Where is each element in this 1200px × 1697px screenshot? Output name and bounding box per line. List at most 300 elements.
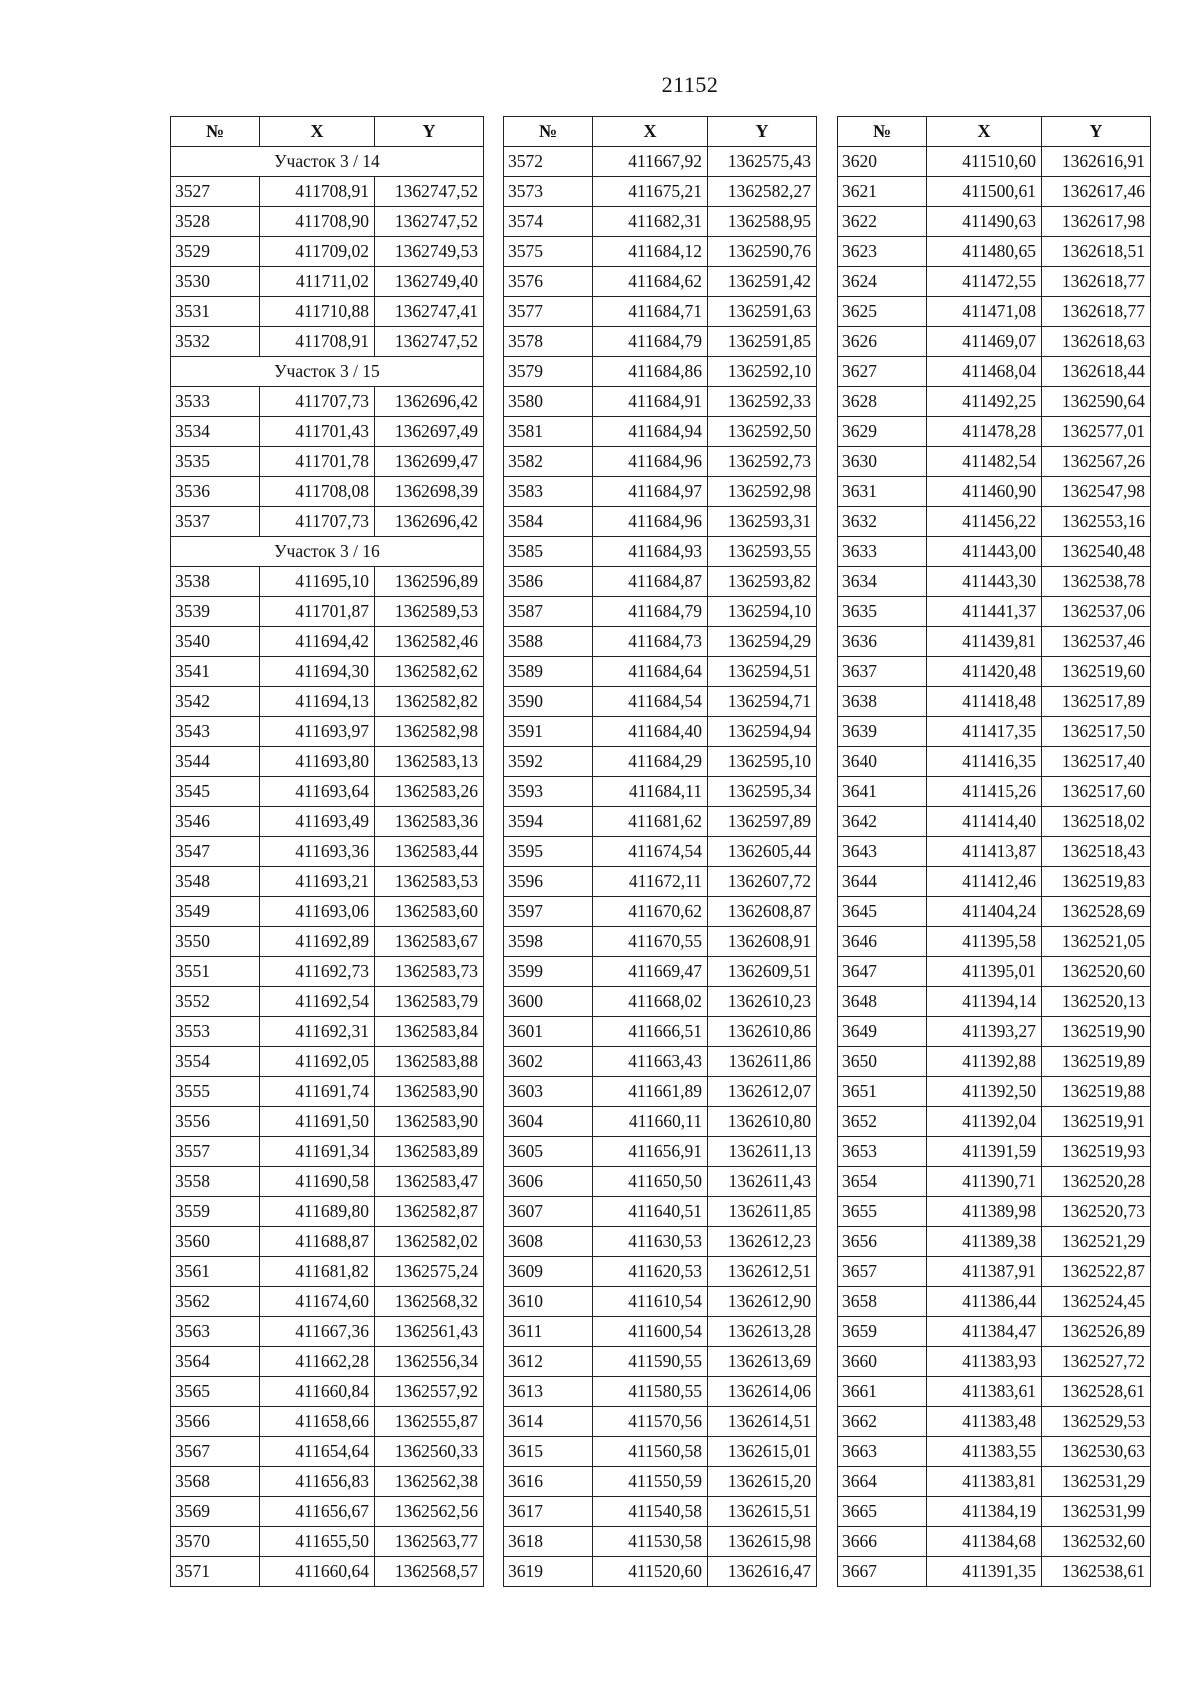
table-row (838, 1377, 1151, 1407)
point-number: 3585 (504, 537, 593, 567)
x-coordinate: 411383,61 (927, 1377, 1042, 1407)
y-coordinate: 1362618,51 (1042, 237, 1151, 267)
table-row (504, 1167, 817, 1197)
x-coordinate: 411693,06 (260, 897, 375, 927)
point-number: 3627 (838, 357, 927, 387)
y-coordinate: 1362747,41 (375, 297, 484, 327)
x-coordinate: 411707,73 (260, 387, 375, 417)
point-number: 3549 (171, 897, 260, 927)
table-row (504, 807, 817, 837)
table-row (504, 1017, 817, 1047)
point-number: 3530 (171, 267, 260, 297)
x-coordinate: 411666,51 (593, 1017, 708, 1047)
y-coordinate: 1362610,80 (708, 1107, 817, 1137)
point-number: 3655 (838, 1197, 927, 1227)
point-number: 3577 (504, 297, 593, 327)
y-coordinate: 1362590,76 (708, 237, 817, 267)
table-row (171, 1527, 484, 1557)
x-coordinate: 411413,87 (927, 837, 1042, 867)
point-number: 3574 (504, 207, 593, 237)
x-coordinate: 411658,66 (260, 1407, 375, 1437)
point-number: 3592 (504, 747, 593, 777)
x-coordinate: 411693,36 (260, 837, 375, 867)
table-row (838, 567, 1151, 597)
point-number: 3623 (838, 237, 927, 267)
y-coordinate: 1362553,16 (1042, 507, 1151, 537)
y-coordinate: 1362519,60 (1042, 657, 1151, 687)
y-coordinate: 1362560,33 (375, 1437, 484, 1467)
header-number: № (504, 117, 593, 147)
y-coordinate: 1362612,23 (708, 1227, 817, 1257)
y-coordinate: 1362583,84 (375, 1017, 484, 1047)
y-coordinate: 1362591,42 (708, 267, 817, 297)
x-coordinate: 411693,49 (260, 807, 375, 837)
x-coordinate: 411443,30 (927, 567, 1042, 597)
x-coordinate: 411689,80 (260, 1197, 375, 1227)
point-number: 3619 (504, 1557, 593, 1587)
x-coordinate: 411684,64 (593, 657, 708, 687)
x-coordinate: 411694,42 (260, 627, 375, 657)
x-coordinate: 411656,83 (260, 1467, 375, 1497)
table-row (171, 687, 484, 717)
x-coordinate: 411478,28 (927, 417, 1042, 447)
point-number: 3605 (504, 1137, 593, 1167)
x-coordinate: 411384,68 (927, 1527, 1042, 1557)
x-coordinate: 411684,11 (593, 777, 708, 807)
x-coordinate: 411530,58 (593, 1527, 708, 1557)
x-coordinate: 411692,73 (260, 957, 375, 987)
table-row (171, 1467, 484, 1497)
x-coordinate: 411656,91 (593, 1137, 708, 1167)
table-row (838, 597, 1151, 627)
y-coordinate: 1362618,44 (1042, 357, 1151, 387)
y-coordinate: 1362615,01 (708, 1437, 817, 1467)
point-number: 3641 (838, 777, 927, 807)
x-coordinate: 411688,87 (260, 1227, 375, 1257)
point-number: 3630 (838, 447, 927, 477)
y-coordinate: 1362615,51 (708, 1497, 817, 1527)
table-row (504, 507, 817, 537)
point-number: 3582 (504, 447, 593, 477)
y-coordinate: 1362526,89 (1042, 1317, 1151, 1347)
table-row (171, 867, 484, 897)
y-coordinate: 1362610,23 (708, 987, 817, 1017)
y-coordinate: 1362594,71 (708, 687, 817, 717)
table-row (838, 1167, 1151, 1197)
y-coordinate: 1362749,40 (375, 267, 484, 297)
section-title: Участок 3 / 15 (171, 357, 484, 387)
y-coordinate: 1362521,05 (1042, 927, 1151, 957)
y-coordinate: 1362699,47 (375, 447, 484, 477)
x-coordinate: 411684,54 (593, 687, 708, 717)
y-coordinate: 1362607,72 (708, 867, 817, 897)
x-coordinate: 411684,71 (593, 297, 708, 327)
y-coordinate: 1362562,56 (375, 1497, 484, 1527)
x-coordinate: 411389,38 (927, 1227, 1042, 1257)
point-number: 3550 (171, 927, 260, 957)
table-row (171, 1167, 484, 1197)
point-number: 3589 (504, 657, 593, 687)
x-coordinate: 411456,22 (927, 507, 1042, 537)
y-coordinate: 1362537,06 (1042, 597, 1151, 627)
point-number: 3557 (171, 1137, 260, 1167)
x-coordinate: 411694,13 (260, 687, 375, 717)
y-coordinate: 1362611,86 (708, 1047, 817, 1077)
point-number: 3569 (171, 1497, 260, 1527)
point-number: 3610 (504, 1287, 593, 1317)
x-coordinate: 411701,78 (260, 447, 375, 477)
y-coordinate: 1362583,26 (375, 777, 484, 807)
table-row (171, 477, 484, 507)
y-coordinate: 1362528,61 (1042, 1377, 1151, 1407)
x-coordinate: 411708,91 (260, 177, 375, 207)
x-coordinate: 411550,59 (593, 1467, 708, 1497)
x-coordinate: 411600,54 (593, 1317, 708, 1347)
table-row (838, 957, 1151, 987)
table-row (171, 1497, 484, 1527)
table-row (504, 1407, 817, 1437)
header-number: № (838, 117, 927, 147)
x-coordinate: 411393,27 (927, 1017, 1042, 1047)
y-coordinate: 1362568,57 (375, 1557, 484, 1587)
table-row (171, 927, 484, 957)
table-row (504, 417, 817, 447)
y-coordinate: 1362520,60 (1042, 957, 1151, 987)
y-coordinate: 1362524,45 (1042, 1287, 1151, 1317)
table-row (838, 177, 1151, 207)
y-coordinate: 1362594,29 (708, 627, 817, 657)
point-number: 3637 (838, 657, 927, 687)
x-coordinate: 411710,88 (260, 297, 375, 327)
point-number: 3635 (838, 597, 927, 627)
y-coordinate: 1362575,43 (708, 147, 817, 177)
x-coordinate: 411610,54 (593, 1287, 708, 1317)
point-number: 3572 (504, 147, 593, 177)
x-coordinate: 411684,29 (593, 747, 708, 777)
y-coordinate: 1362616,91 (1042, 147, 1151, 177)
x-coordinate: 411416,35 (927, 747, 1042, 777)
point-number: 3640 (838, 747, 927, 777)
table-row (504, 1557, 817, 1587)
point-number: 3631 (838, 477, 927, 507)
table-row (171, 1287, 484, 1317)
point-number: 3666 (838, 1527, 927, 1557)
x-coordinate: 411684,91 (593, 387, 708, 417)
x-coordinate: 411694,30 (260, 657, 375, 687)
x-coordinate: 411391,59 (927, 1137, 1042, 1167)
table-row (838, 927, 1151, 957)
table-row (171, 1107, 484, 1137)
x-coordinate: 411392,88 (927, 1047, 1042, 1077)
y-coordinate: 1362618,63 (1042, 327, 1151, 357)
point-number: 3667 (838, 1557, 927, 1587)
point-number: 3576 (504, 267, 593, 297)
x-coordinate: 411684,73 (593, 627, 708, 657)
point-number: 3613 (504, 1377, 593, 1407)
point-number: 3555 (171, 1077, 260, 1107)
point-number: 3624 (838, 267, 927, 297)
table-row (171, 1377, 484, 1407)
table-row (171, 1137, 484, 1167)
x-coordinate: 411692,31 (260, 1017, 375, 1047)
y-coordinate: 1362583,88 (375, 1047, 484, 1077)
y-coordinate: 1362582,98 (375, 717, 484, 747)
y-coordinate: 1362538,61 (1042, 1557, 1151, 1587)
x-coordinate: 411540,58 (593, 1497, 708, 1527)
point-number: 3537 (171, 507, 260, 537)
table-row (171, 387, 484, 417)
x-coordinate: 411684,79 (593, 327, 708, 357)
table-row (171, 897, 484, 927)
point-number: 3638 (838, 687, 927, 717)
x-coordinate: 411701,87 (260, 597, 375, 627)
y-coordinate: 1362575,24 (375, 1257, 484, 1287)
point-number: 3563 (171, 1317, 260, 1347)
point-number: 3622 (838, 207, 927, 237)
table-row (504, 987, 817, 1017)
y-coordinate: 1362519,89 (1042, 1047, 1151, 1077)
y-coordinate: 1362593,31 (708, 507, 817, 537)
table-row (504, 1197, 817, 1227)
point-number: 3656 (838, 1227, 927, 1257)
point-number: 3645 (838, 897, 927, 927)
table-row (171, 987, 484, 1017)
y-coordinate: 1362696,42 (375, 387, 484, 417)
point-number: 3587 (504, 597, 593, 627)
x-coordinate: 411384,19 (927, 1497, 1042, 1527)
table-row (838, 297, 1151, 327)
x-coordinate: 411590,55 (593, 1347, 708, 1377)
y-coordinate: 1362583,89 (375, 1137, 484, 1167)
section-row (171, 537, 484, 567)
table-row (504, 717, 817, 747)
x-coordinate: 411417,35 (927, 717, 1042, 747)
x-coordinate: 411392,04 (927, 1107, 1042, 1137)
x-coordinate: 411389,98 (927, 1197, 1042, 1227)
table-row (504, 357, 817, 387)
x-coordinate: 411510,60 (927, 147, 1042, 177)
point-number: 3615 (504, 1437, 593, 1467)
y-coordinate: 1362583,90 (375, 1077, 484, 1107)
point-number: 3568 (171, 1467, 260, 1497)
x-coordinate: 411692,89 (260, 927, 375, 957)
x-coordinate: 411663,43 (593, 1047, 708, 1077)
point-number: 3558 (171, 1167, 260, 1197)
point-number: 3580 (504, 387, 593, 417)
table-row (504, 777, 817, 807)
x-coordinate: 411383,93 (927, 1347, 1042, 1377)
header-y: Y (1042, 117, 1151, 147)
y-coordinate: 1362518,02 (1042, 807, 1151, 837)
x-coordinate: 411708,08 (260, 477, 375, 507)
table-row (504, 1317, 817, 1347)
point-number: 3571 (171, 1557, 260, 1587)
y-coordinate: 1362519,91 (1042, 1107, 1151, 1137)
x-coordinate: 411520,60 (593, 1557, 708, 1587)
table-row (504, 567, 817, 597)
point-number: 3600 (504, 987, 593, 1017)
point-number: 3579 (504, 357, 593, 387)
x-coordinate: 411560,58 (593, 1437, 708, 1467)
point-number: 3595 (504, 837, 593, 867)
point-number: 3566 (171, 1407, 260, 1437)
table-row (504, 147, 817, 177)
x-coordinate: 411480,65 (927, 237, 1042, 267)
table-row (504, 447, 817, 477)
x-coordinate: 411684,96 (593, 447, 708, 477)
section-row (171, 147, 484, 177)
table-row (504, 1227, 817, 1257)
point-number: 3620 (838, 147, 927, 177)
table-row (838, 1287, 1151, 1317)
table-row (838, 207, 1151, 237)
y-coordinate: 1362618,77 (1042, 297, 1151, 327)
point-number: 3648 (838, 987, 927, 1017)
point-number: 3527 (171, 177, 260, 207)
y-coordinate: 1362577,01 (1042, 417, 1151, 447)
y-coordinate: 1362594,10 (708, 597, 817, 627)
x-coordinate: 411709,02 (260, 237, 375, 267)
y-coordinate: 1362547,98 (1042, 477, 1151, 507)
x-coordinate: 411468,04 (927, 357, 1042, 387)
point-number: 3650 (838, 1047, 927, 1077)
table-row (504, 1467, 817, 1497)
y-coordinate: 1362747,52 (375, 177, 484, 207)
point-number: 3642 (838, 807, 927, 837)
point-number: 3548 (171, 867, 260, 897)
point-number: 3553 (171, 1017, 260, 1047)
point-number: 3529 (171, 237, 260, 267)
y-coordinate: 1362520,28 (1042, 1167, 1151, 1197)
y-coordinate: 1362538,78 (1042, 567, 1151, 597)
table-row (838, 1467, 1151, 1497)
x-coordinate: 411383,48 (927, 1407, 1042, 1437)
table-row (838, 477, 1151, 507)
x-coordinate: 411667,92 (593, 147, 708, 177)
table-row (504, 927, 817, 957)
point-number: 3598 (504, 927, 593, 957)
point-number: 3535 (171, 447, 260, 477)
x-coordinate: 411695,10 (260, 567, 375, 597)
x-coordinate: 411460,90 (927, 477, 1042, 507)
x-coordinate: 411640,51 (593, 1197, 708, 1227)
point-number: 3567 (171, 1437, 260, 1467)
point-number: 3599 (504, 957, 593, 987)
table-row (504, 837, 817, 867)
table-row (171, 1347, 484, 1377)
y-coordinate: 1362563,77 (375, 1527, 484, 1557)
table-row (171, 267, 484, 297)
table-row (838, 657, 1151, 687)
x-coordinate: 411701,43 (260, 417, 375, 447)
x-coordinate: 411691,74 (260, 1077, 375, 1107)
point-number: 3531 (171, 297, 260, 327)
table-row (171, 1047, 484, 1077)
point-number: 3559 (171, 1197, 260, 1227)
y-coordinate: 1362589,53 (375, 597, 484, 627)
y-coordinate: 1362608,91 (708, 927, 817, 957)
x-coordinate: 411660,11 (593, 1107, 708, 1137)
x-coordinate: 411684,94 (593, 417, 708, 447)
table-row (504, 1257, 817, 1287)
table-row (838, 867, 1151, 897)
x-coordinate: 411693,21 (260, 867, 375, 897)
table-row (504, 1437, 817, 1467)
x-coordinate: 411570,56 (593, 1407, 708, 1437)
point-number: 3533 (171, 387, 260, 417)
y-coordinate: 1362597,89 (708, 807, 817, 837)
point-number: 3664 (838, 1467, 927, 1497)
x-coordinate: 411439,81 (927, 627, 1042, 657)
table-row (504, 537, 817, 567)
x-coordinate: 411684,93 (593, 537, 708, 567)
x-coordinate: 411383,55 (927, 1437, 1042, 1467)
table-row (838, 687, 1151, 717)
y-coordinate: 1362617,98 (1042, 207, 1151, 237)
x-coordinate: 411404,24 (927, 897, 1042, 927)
x-coordinate: 411692,54 (260, 987, 375, 1017)
point-number: 3584 (504, 507, 593, 537)
table-row (504, 1107, 817, 1137)
y-coordinate: 1362609,51 (708, 957, 817, 987)
header-number: № (171, 117, 260, 147)
page-number: 21152 (661, 72, 719, 97)
point-number: 3649 (838, 1017, 927, 1047)
y-coordinate: 1362615,20 (708, 1467, 817, 1497)
y-coordinate: 1362583,79 (375, 987, 484, 1017)
table-row (171, 507, 484, 537)
table-row (838, 1257, 1151, 1287)
y-coordinate: 1362614,06 (708, 1377, 817, 1407)
point-number: 3633 (838, 537, 927, 567)
table-row (171, 627, 484, 657)
point-number: 3564 (171, 1347, 260, 1377)
y-coordinate: 1362612,90 (708, 1287, 817, 1317)
x-coordinate: 411500,61 (927, 177, 1042, 207)
point-number: 3536 (171, 477, 260, 507)
table-row (171, 1557, 484, 1587)
x-coordinate: 411672,11 (593, 867, 708, 897)
y-coordinate: 1362613,69 (708, 1347, 817, 1377)
x-coordinate: 411415,26 (927, 777, 1042, 807)
point-number: 3586 (504, 567, 593, 597)
table-row (838, 627, 1151, 657)
point-number: 3546 (171, 807, 260, 837)
x-coordinate: 411414,40 (927, 807, 1042, 837)
x-coordinate: 411387,91 (927, 1257, 1042, 1287)
y-coordinate: 1362618,77 (1042, 267, 1151, 297)
y-coordinate: 1362532,60 (1042, 1527, 1151, 1557)
point-number: 3616 (504, 1467, 593, 1497)
y-coordinate: 1362583,47 (375, 1167, 484, 1197)
table-row (171, 1317, 484, 1347)
x-coordinate: 411650,50 (593, 1167, 708, 1197)
table-row (504, 387, 817, 417)
x-coordinate: 411418,48 (927, 687, 1042, 717)
y-coordinate: 1362594,94 (708, 717, 817, 747)
x-coordinate: 411707,73 (260, 507, 375, 537)
x-coordinate: 411670,55 (593, 927, 708, 957)
table-row (171, 177, 484, 207)
table-row (504, 897, 817, 927)
table-row (504, 327, 817, 357)
table-header-row (504, 117, 817, 147)
point-number: 3639 (838, 717, 927, 747)
table-row (838, 147, 1151, 177)
table-row (838, 1017, 1151, 1047)
point-number: 3609 (504, 1257, 593, 1287)
point-number: 3658 (838, 1287, 927, 1317)
